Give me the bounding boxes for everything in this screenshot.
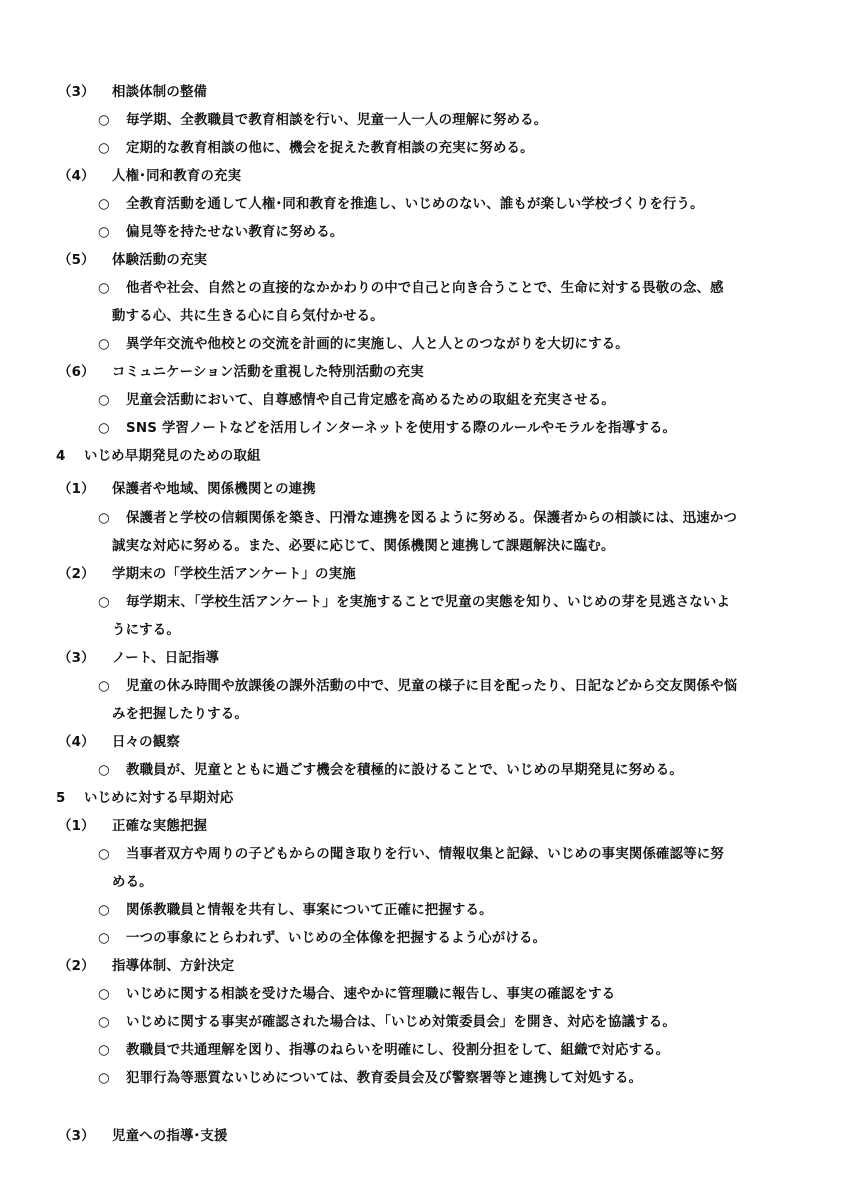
section-number: （1） [58,482,95,497]
bullet-circle-icon: ○ [98,225,110,240]
section-number: （5） [58,253,95,268]
list-item-text: 毎学期末、「学校生活アンケート」を実施することで児童の実態を知り、いじめの芽を見逃さないよ [126,595,731,610]
section-title: 保護者や地域、関係機関との連携 [112,482,316,497]
section-title: 人権･同和教育の充実 [112,169,242,184]
section-title: 児童への指導･支援 [112,1129,228,1144]
list-item-text: 他者や社会、自然との直接的なかかわりの中で自己と向き合うことで、生命に対する畏敬の念、感 [126,281,724,296]
bullet-circle-icon: ○ [98,1071,110,1086]
bullet-circle-icon: ○ [98,393,110,408]
list-item-text: みを把握したりする。 [112,707,248,722]
list-item-text: 児童会活動において、自尊感情や自己肯定感を高めるための取組を充実させる。 [126,393,615,408]
list-item-text: 教職員が、児童とともに過ごす機会を積極的に設けることで、いじめの早期発見に努める。 [126,763,683,778]
bullet-circle-icon: ○ [98,197,110,212]
bullet-circle-icon: ○ [98,141,110,156]
list-item-text: 毎学期、全教職員で教育相談を行い、児童一人一人の理解に努める。 [126,113,548,128]
section-title: 正確な実態把握 [112,819,208,834]
list-item-text: 教職員で共通理解を図り、指導のねらいを明確にし、役割分担をして、組織で対応する。 [126,1043,670,1058]
bullet-circle-icon: ○ [98,847,110,862]
list-item-text: める。 [112,875,153,890]
bullet-circle-icon: ○ [98,903,110,918]
bullet-circle-icon: ○ [98,337,110,352]
list-item-text: SNS 学習ノートなどを活用しインターネットを使用する際のルールやモラルを指導する。 [126,421,677,436]
bullet-circle-icon: ○ [98,763,110,778]
list-item-text: 動する心、共に生きる心に自ら気付かせる。 [112,309,384,324]
section-title: 日々の観察 [112,735,180,750]
section-title: ノート、日記指導 [112,651,220,666]
section-title: 学期末の「学校生活アンケート」の実施 [112,567,356,582]
bullet-circle-icon: ○ [98,987,110,1002]
list-item-text: 保護者と学校の信頼関係を築き、円滑な連携を図るように努める。保護者からの相談には、迅速かつ [126,511,738,526]
part-title: いじめに対する早期対応 [84,791,234,806]
section-title: コミュニケーション活動を重視した特別活動の充実 [112,365,424,380]
list-item-text: 定期的な教育相談の他に、機会を捉えた教育相談の充実に努める。 [126,141,534,156]
part-number: 5 [56,791,66,806]
list-item-text: 一つの事象にとらわれず、いじめの全体像を把握するよう心がける。 [126,931,547,946]
bullet-circle-icon: ○ [98,1043,110,1058]
section-number: （2） [58,567,95,582]
section-number: （3） [58,85,95,100]
bullet-circle-icon: ○ [98,595,110,610]
bullet-circle-icon: ○ [98,281,110,296]
list-item-text: 犯罪行為等悪質ないじめについては、教育委員会及び警察署等と連携して対処する。 [126,1071,643,1086]
list-item-text: いじめに関する相談を受けた場合、速やかに管理職に報告し、事実の確認をする [126,987,616,1002]
section-title: 指導体制、方針決定 [112,959,235,974]
bullet-circle-icon: ○ [98,511,110,526]
section-title: 相談体制の整備 [112,85,208,100]
section-number: （4） [58,735,95,750]
list-item-text: 偏見等を持たせない教育に努める。 [126,225,344,240]
list-item-text: 児童の休み時間や放課後の課外活動の中で、児童の様子に目を配ったり、日記などから交友関係や悩 [126,679,738,694]
list-item-text: 関係教職員と情報を共有し、事案について正確に把握する。 [126,903,493,918]
list-item-text: 当事者双方や周りの子どもからの聞き取りを行い、情報収集と記録、いじめの事実関係確認等に努 [126,847,724,862]
bullet-circle-icon: ○ [98,421,110,436]
bullet-circle-icon: ○ [98,1015,110,1030]
bullet-circle-icon: ○ [98,931,110,946]
section-number: （4） [58,169,95,184]
list-item-text: いじめに関する事実が確認された場合は、「いじめ対策委員会」を開き、対応を協議する。 [126,1015,676,1030]
section-number: （3） [58,651,95,666]
section-number: （3） [58,1129,95,1144]
section-number: （6） [58,365,95,380]
list-item-text: うにする。 [112,623,180,638]
part-number: 4 [56,449,66,464]
section-number: （1） [58,819,95,834]
bullet-circle-icon: ○ [98,113,110,128]
section-title: 体験活動の充実 [112,253,208,268]
list-item-text: 全教育活動を通して人権･同和教育を推進し、いじめのない、誰もが楽しい学校づくりを行う。 [126,197,704,212]
bullet-circle-icon: ○ [98,679,110,694]
list-item-text: 異学年交流や他校との交流を計画的に実施し、人と人とのつながりを大切にする。 [126,337,629,352]
section-number: （2） [58,959,95,974]
part-title: いじめ早期発見のための取組 [84,449,261,464]
list-item-text: 誠実な対応に努める。また、必要に応じて、関係機関と連携して課題解決に臨む。 [112,539,615,554]
